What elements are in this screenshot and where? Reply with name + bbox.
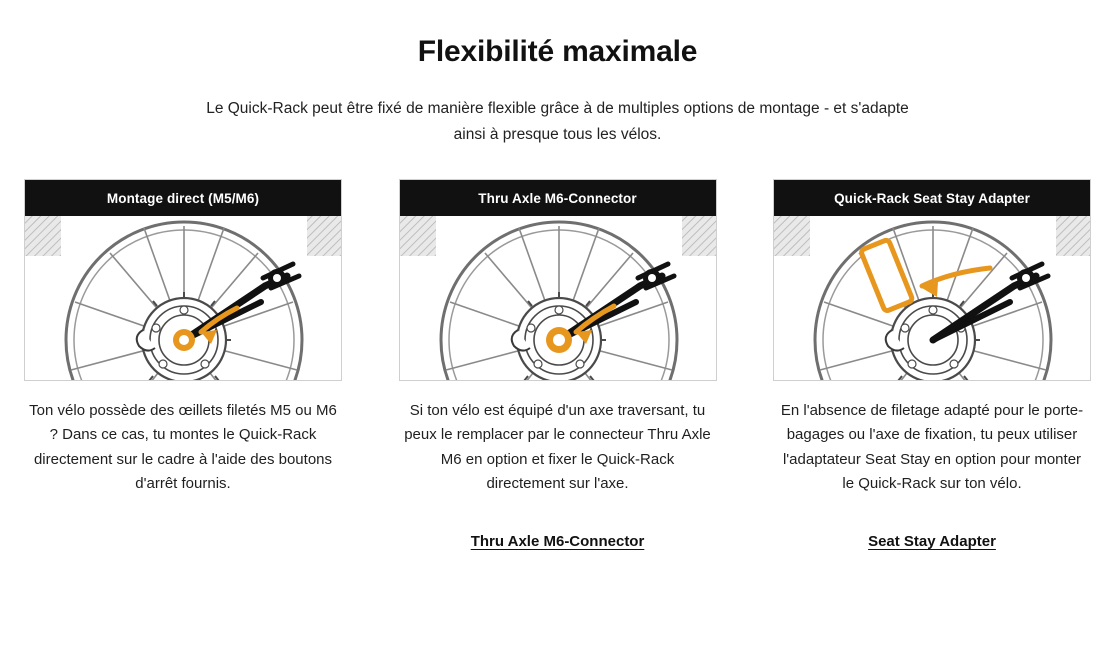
figure-title: Quick-Rack Seat Stay Adapter [774, 180, 1090, 216]
figure-title: Montage direct (M5/M6) [25, 180, 341, 216]
mounting-option-card [24, 179, 342, 550]
option-link[interactable]: Seat Stay Adapter [868, 533, 996, 551]
mounting-option-card [773, 179, 1091, 550]
figure-thru-axle [399, 179, 717, 381]
page-subtitle: Le Quick-Rack peut être fixé de manière flexible grâce à de multiples options de montage - et s'adapte ainsi à presque tous les vélos. [206, 100, 909, 143]
page-title: Flexibilité maximale [417, 35, 698, 68]
option-caption: Ton vélo possède des œillets filetés M5 ou M6 ? Dans ce cas, tu montes le Quick-Rack directement sur le cadre à l'aide des boutons d'arrêt fournis. [29, 402, 337, 493]
option-caption: En l'absence de filetage adapté pour le porte-bagages ou l'axe de fixation, tu peux utiliser l'adaptateur Seat Stay en option pour monter le Quick-Rack sur ton vélo. [780, 402, 1084, 493]
mounting-option-card [399, 179, 717, 550]
mounting-options-list [24, 179, 1091, 550]
option-caption: Si ton vélo est équipé d'un axe traversant, tu peux le remplacer par le connecteur Thru Axle M6 en option et fixer le Quick-Rack directement sur l'axe. [404, 402, 711, 493]
page-root [0, 34, 1115, 662]
figure-direct-mount [24, 179, 342, 381]
figure-seat-stay-adapter [773, 179, 1091, 381]
figure-title: Thru Axle M6-Connector [400, 180, 716, 216]
option-link[interactable]: Thru Axle M6-Connector [470, 533, 645, 551]
